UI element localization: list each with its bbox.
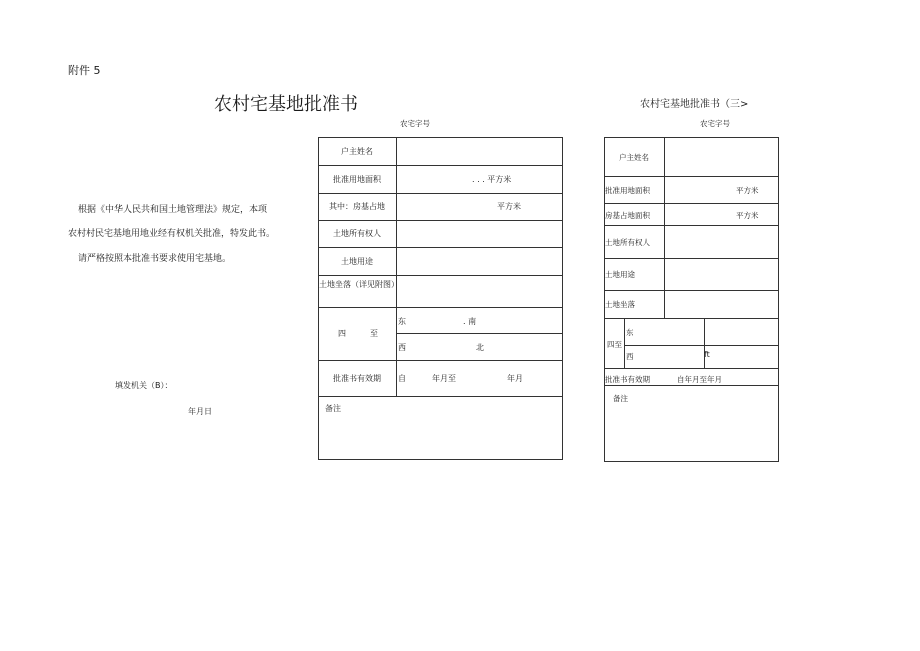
right-ft: ft — [704, 350, 710, 359]
mid-house-area-label: 其中：房基占地 — [329, 202, 385, 211]
right-validity-label: 批准书有效期 — [605, 375, 650, 384]
mid-north: 北 — [476, 343, 484, 352]
page-title: 农村宅基地批准书 — [214, 94, 358, 115]
issuer-label: 填发机关（B）： — [115, 381, 173, 390]
mid-validity-from: 自 — [398, 374, 406, 383]
mid-area-value: . . . 平方米 — [472, 175, 512, 184]
mid-house-area-value: 平方米 — [497, 202, 521, 211]
right-area-label: 批准用地面积 — [605, 186, 650, 195]
mid-validity-end: 年月 — [507, 374, 523, 383]
mid-east: 东 — [398, 317, 406, 326]
mid-south: . 南 — [463, 317, 477, 326]
mid-bounds-label-a: 四 — [338, 329, 346, 338]
right-form-title: 农村宅基地批准书（三> — [640, 99, 749, 110]
right-validity-value: 自年月至年月 — [677, 375, 722, 384]
mid-validity-label: 批准书有效期 — [333, 374, 381, 383]
right-remarks-label: 备注 — [613, 394, 628, 403]
mid-area-label: 批准用地面积 — [333, 175, 381, 184]
mid-location-label: 土地坐落（详见附图） — [319, 280, 399, 289]
middle-form-number: 农宅字号 — [400, 119, 430, 128]
mid-west: 西 — [398, 343, 406, 352]
body-text-line-2: 农村村民宅基地用地业经有权机关批准，特发此书。 — [68, 229, 276, 239]
mid-validity-mid: 年月至 — [432, 374, 456, 383]
right-west: 西 — [626, 352, 634, 361]
mid-land-owner-label: 土地所有权人 — [333, 229, 381, 238]
issue-date: 年月日 — [188, 407, 212, 416]
body-text-line-1: 根据《中华人民共和国土地管理法》规定，本项 — [78, 205, 268, 215]
right-land-owner-label: 土地所有权人 — [605, 238, 650, 247]
mid-owner-label: 户主姓名 — [341, 147, 373, 156]
mid-land-use-label: 土地用途 — [341, 257, 373, 266]
right-owner-label: 户主姓名 — [619, 153, 649, 162]
right-land-use-label: 土地用途 — [605, 270, 635, 279]
right-form-number: 农宅字号 — [700, 119, 730, 128]
right-bounds-label: 四至 — [607, 340, 622, 349]
body-text-line-3: 请严格按照本批准书要求使用宅基地。 — [78, 254, 232, 264]
right-area-value: 平方米 — [736, 186, 759, 195]
right-house-area-label: 房基占地面积 — [605, 211, 650, 220]
right-location-label: 土地坐落 — [605, 300, 635, 309]
attachment-label: 附件 5 — [68, 64, 101, 77]
mid-remarks-label: 备注 — [325, 404, 341, 413]
mid-bounds-label-b: 至 — [370, 329, 378, 338]
right-east: 东 — [626, 328, 634, 337]
right-house-area-value: 平方米 — [736, 211, 759, 220]
